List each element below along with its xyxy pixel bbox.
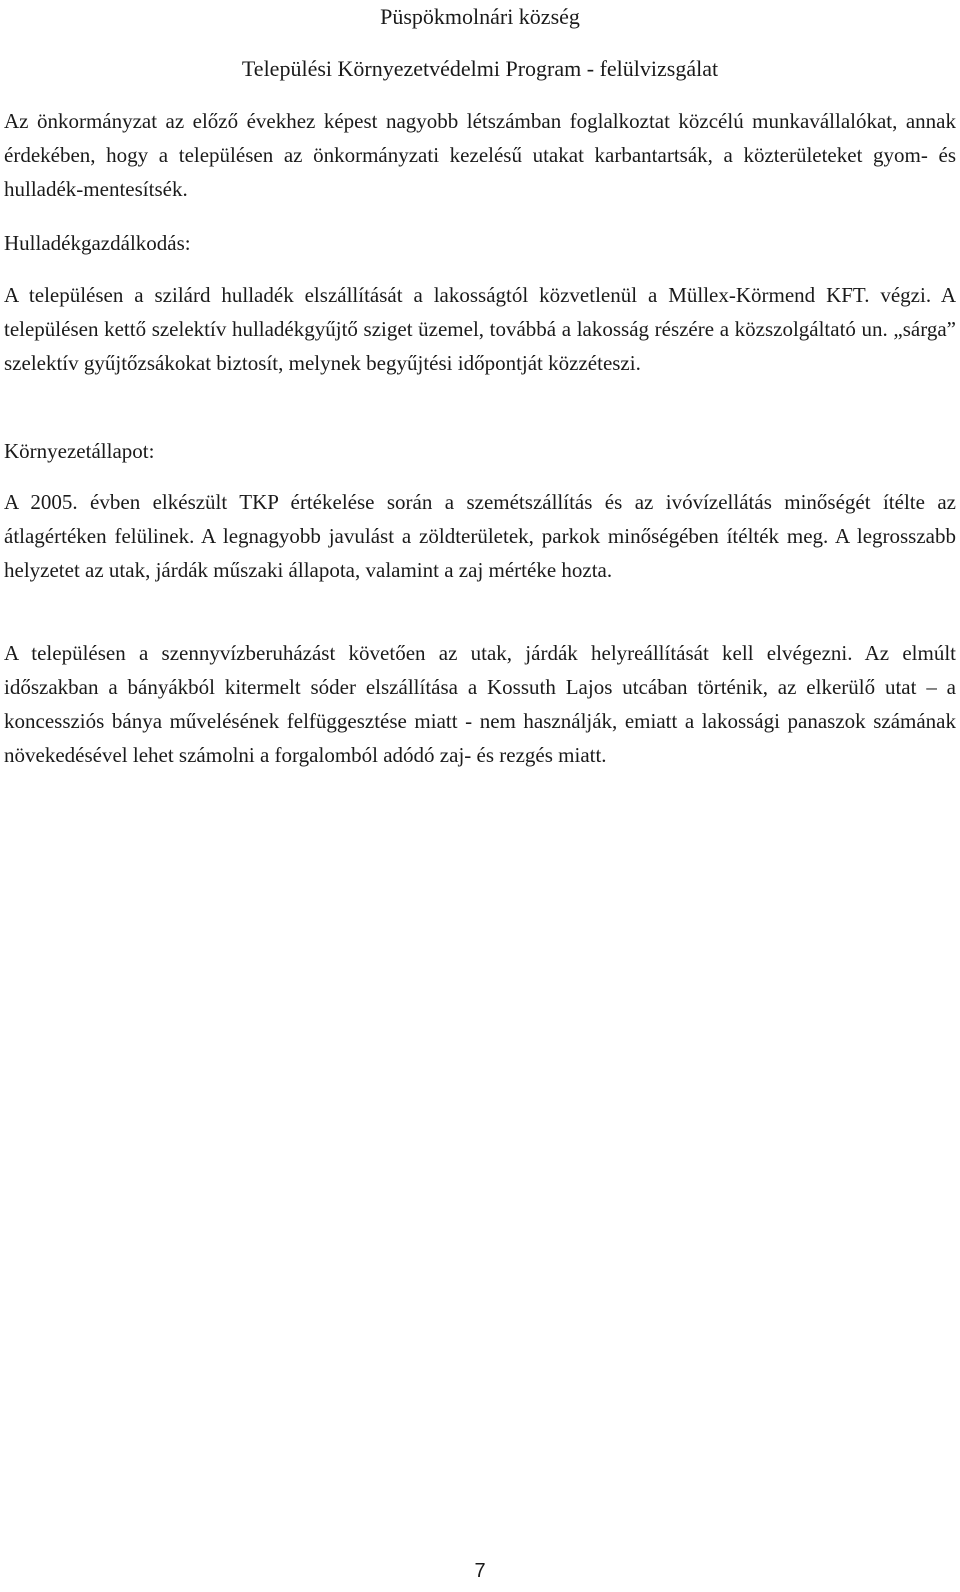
section-heading-environment-state: Környezetállapot: [4, 439, 155, 463]
paragraph-tkp-evaluation: A 2005. évben elkészült TKP értékelése során a szemétszállítás és az ivóvízellátás minőségét ítélte az átlagértéken felülinek. A legnagyobb javulást a zöldterületek, parkok minőségében ítélték meg. A legrosszabb helyzetet az utak, járdák műszaki állapota, valamint a zaj mértéke hozta. [4, 490, 956, 582]
paragraph-road-restoration: A településen a szennyvízberuházást követően az utak, járdák helyreállítását kell elvégezni. Az elmúlt időszakban a bányákból kitermelt sóder elszállítása a Kossuth Lajos utcában történik, az elkerülő utat – a koncessziós bánya művelésének felfüggesztése miatt - nem használják, emiatt a lakossági panaszok számának növekedésével lehet számolni a forgalomból adódó zaj- és rezgés miatt. [4, 641, 956, 767]
document-title: Püspökmolnári község [380, 4, 580, 29]
paragraph-waste-collection: A településen a szilárd hulladék elszállítását a lakosságtól közvetlenül a Müllex-Körmend KFT. végzi. A településen kettő szelektív hulladékgyűjtő sziget üzemel, továbbá a lakosság részére a közszolgáltató un. „sárga” szelektív gyűjtőzsákokat biztosít, melynek begyűjtési időpontját közzéteszi. [4, 283, 956, 375]
section-heading-waste-management: Hulladékgazdálkodás: [4, 231, 191, 255]
paragraph-public-workers: Az önkormányzat az előző évekhez képest nagyobb létszámban foglalkoztat közcélú munkavállalókat, annak érdekében, hogy a településen az önkormányzati kezelésű utakat karbantartsák, a közterületeket gyom- és hulladék-mentesítsék. [4, 109, 956, 201]
page-number: 7 [474, 1560, 486, 1582]
document-subtitle: Települési Környezetvédelmi Program - felülvizsgálat [241, 56, 719, 81]
